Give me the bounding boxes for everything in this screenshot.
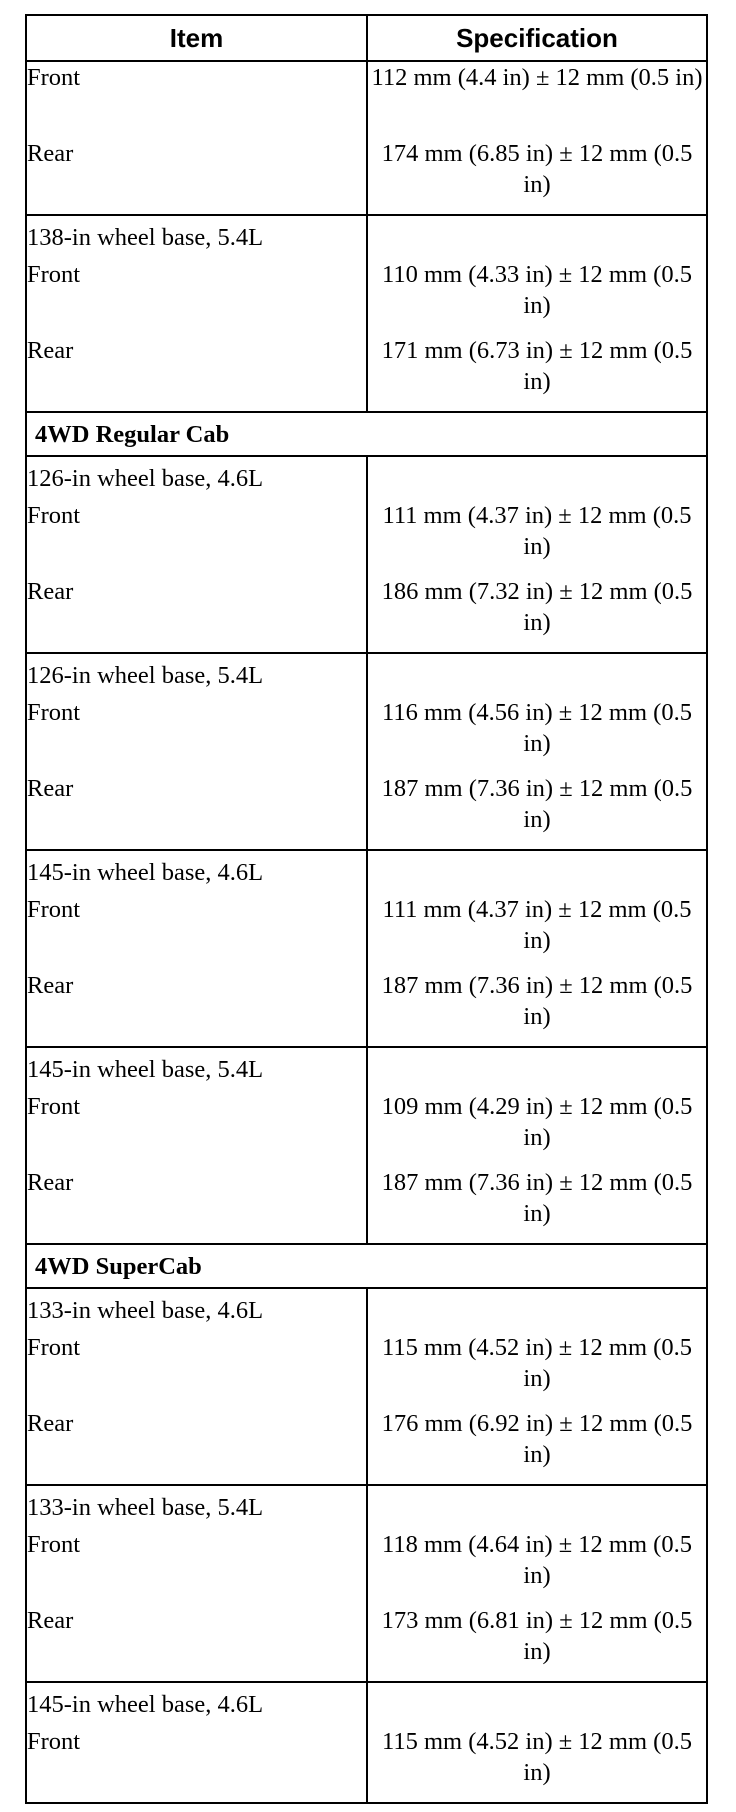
section-heading: 4WD Regular Cab (26, 412, 707, 456)
wheel-base-label: 126-in wheel base, 4.6L (26, 456, 367, 500)
specification-cell: 171 mm (6.73 in) ± 12 mm (0.5 in) (367, 335, 707, 412)
wheel-base-label: 126-in wheel base, 5.4L (26, 653, 367, 697)
table-row (26, 1605, 707, 1682)
item-cell: Rear (26, 970, 367, 1047)
specification-cell: 109 mm (4.29 in) ± 12 mm (0.5 in) (367, 1091, 707, 1167)
group-heading-row (26, 653, 707, 697)
group-heading-row (26, 1288, 707, 1332)
specification-cell: 111 mm (4.37 in) ± 12 mm (0.5 in) (367, 894, 707, 970)
spec-table (25, 14, 708, 1804)
table-row (26, 1408, 707, 1485)
specification-cell: 110 mm (4.33 in) ± 12 mm (0.5 in) (367, 259, 707, 335)
table-row (26, 1332, 707, 1408)
section-heading-row (26, 1244, 707, 1288)
item-cell: Front (26, 697, 367, 773)
section-heading-row (26, 412, 707, 456)
table-row (26, 576, 707, 653)
specification-cell: 186 mm (7.32 in) ± 12 mm (0.5 in) (367, 576, 707, 653)
group-heading-row (26, 850, 707, 894)
empty-spec-cell (367, 1047, 707, 1091)
specification-cell: 111 mm (4.37 in) ± 12 mm (0.5 in) (367, 500, 707, 576)
specification-cell: 187 mm (7.36 in) ± 12 mm (0.5 in) (367, 1167, 707, 1244)
table-row (26, 1091, 707, 1167)
specification-cell: 174 mm (6.85 in) ± 12 mm (0.5 in) (367, 138, 707, 215)
item-cell: Rear (26, 576, 367, 653)
table-row (26, 335, 707, 412)
item-cell: Front (26, 1332, 367, 1408)
wheel-base-label: 133-in wheel base, 4.6L (26, 1288, 367, 1332)
item-cell: Front (26, 61, 367, 138)
empty-spec-cell (367, 1485, 707, 1529)
empty-spec-cell (367, 1288, 707, 1332)
table-row (26, 138, 707, 215)
table-body (26, 61, 707, 1803)
empty-spec-cell (367, 456, 707, 500)
table-row (26, 697, 707, 773)
table-row (26, 61, 707, 138)
group-heading-row (26, 1682, 707, 1726)
empty-spec-cell (367, 850, 707, 894)
item-column-header: Item (26, 15, 367, 61)
empty-spec-cell (367, 1682, 707, 1726)
wheel-base-label: 145-in wheel base, 5.4L (26, 1047, 367, 1091)
item-cell: Front (26, 1091, 367, 1167)
item-cell: Rear (26, 138, 367, 215)
empty-spec-cell (367, 215, 707, 259)
item-cell: Rear (26, 773, 367, 850)
group-heading-row (26, 456, 707, 500)
wheel-base-label: 133-in wheel base, 5.4L (26, 1485, 367, 1529)
wheel-base-label: 145-in wheel base, 4.6L (26, 1682, 367, 1726)
table-row (26, 500, 707, 576)
table-header (26, 15, 707, 61)
item-cell: Front (26, 1529, 367, 1605)
empty-spec-cell (367, 653, 707, 697)
wheel-base-label: 145-in wheel base, 4.6L (26, 850, 367, 894)
item-cell: Rear (26, 1408, 367, 1485)
specification-cell: 176 mm (6.92 in) ± 12 mm (0.5 in) (367, 1408, 707, 1485)
item-cell: Front (26, 500, 367, 576)
table-row (26, 1726, 707, 1803)
item-cell: Front (26, 894, 367, 970)
item-cell: Front (26, 259, 367, 335)
section-heading: 4WD SuperCab (26, 1244, 707, 1288)
specification-cell: 187 mm (7.36 in) ± 12 mm (0.5 in) (367, 970, 707, 1047)
item-cell: Rear (26, 1605, 367, 1682)
group-heading-row (26, 1485, 707, 1529)
item-cell: Front (26, 1726, 367, 1803)
table-row (26, 773, 707, 850)
wheel-base-label: 138-in wheel base, 5.4L (26, 215, 367, 259)
header-row (26, 15, 707, 61)
table-row (26, 1167, 707, 1244)
group-heading-row (26, 215, 707, 259)
specification-cell: 118 mm (4.64 in) ± 12 mm (0.5 in) (367, 1529, 707, 1605)
specification-cell: 187 mm (7.36 in) ± 12 mm (0.5 in) (367, 773, 707, 850)
specification-cell: 173 mm (6.81 in) ± 12 mm (0.5 in) (367, 1605, 707, 1682)
group-heading-row (26, 1047, 707, 1091)
specification-cell: 115 mm (4.52 in) ± 12 mm (0.5 in) (367, 1726, 707, 1803)
table-row (26, 259, 707, 335)
specification-cell: 115 mm (4.52 in) ± 12 mm (0.5 in) (367, 1332, 707, 1408)
specification-column-header: Specification (367, 15, 707, 61)
item-cell: Rear (26, 335, 367, 412)
specification-cell: 112 mm (4.4 in) ± 12 mm (0.5 in) (367, 61, 707, 138)
table-row (26, 894, 707, 970)
specification-cell: 116 mm (4.56 in) ± 12 mm (0.5 in) (367, 697, 707, 773)
table-row (26, 970, 707, 1047)
item-cell: Rear (26, 1167, 367, 1244)
table-row (26, 1529, 707, 1605)
